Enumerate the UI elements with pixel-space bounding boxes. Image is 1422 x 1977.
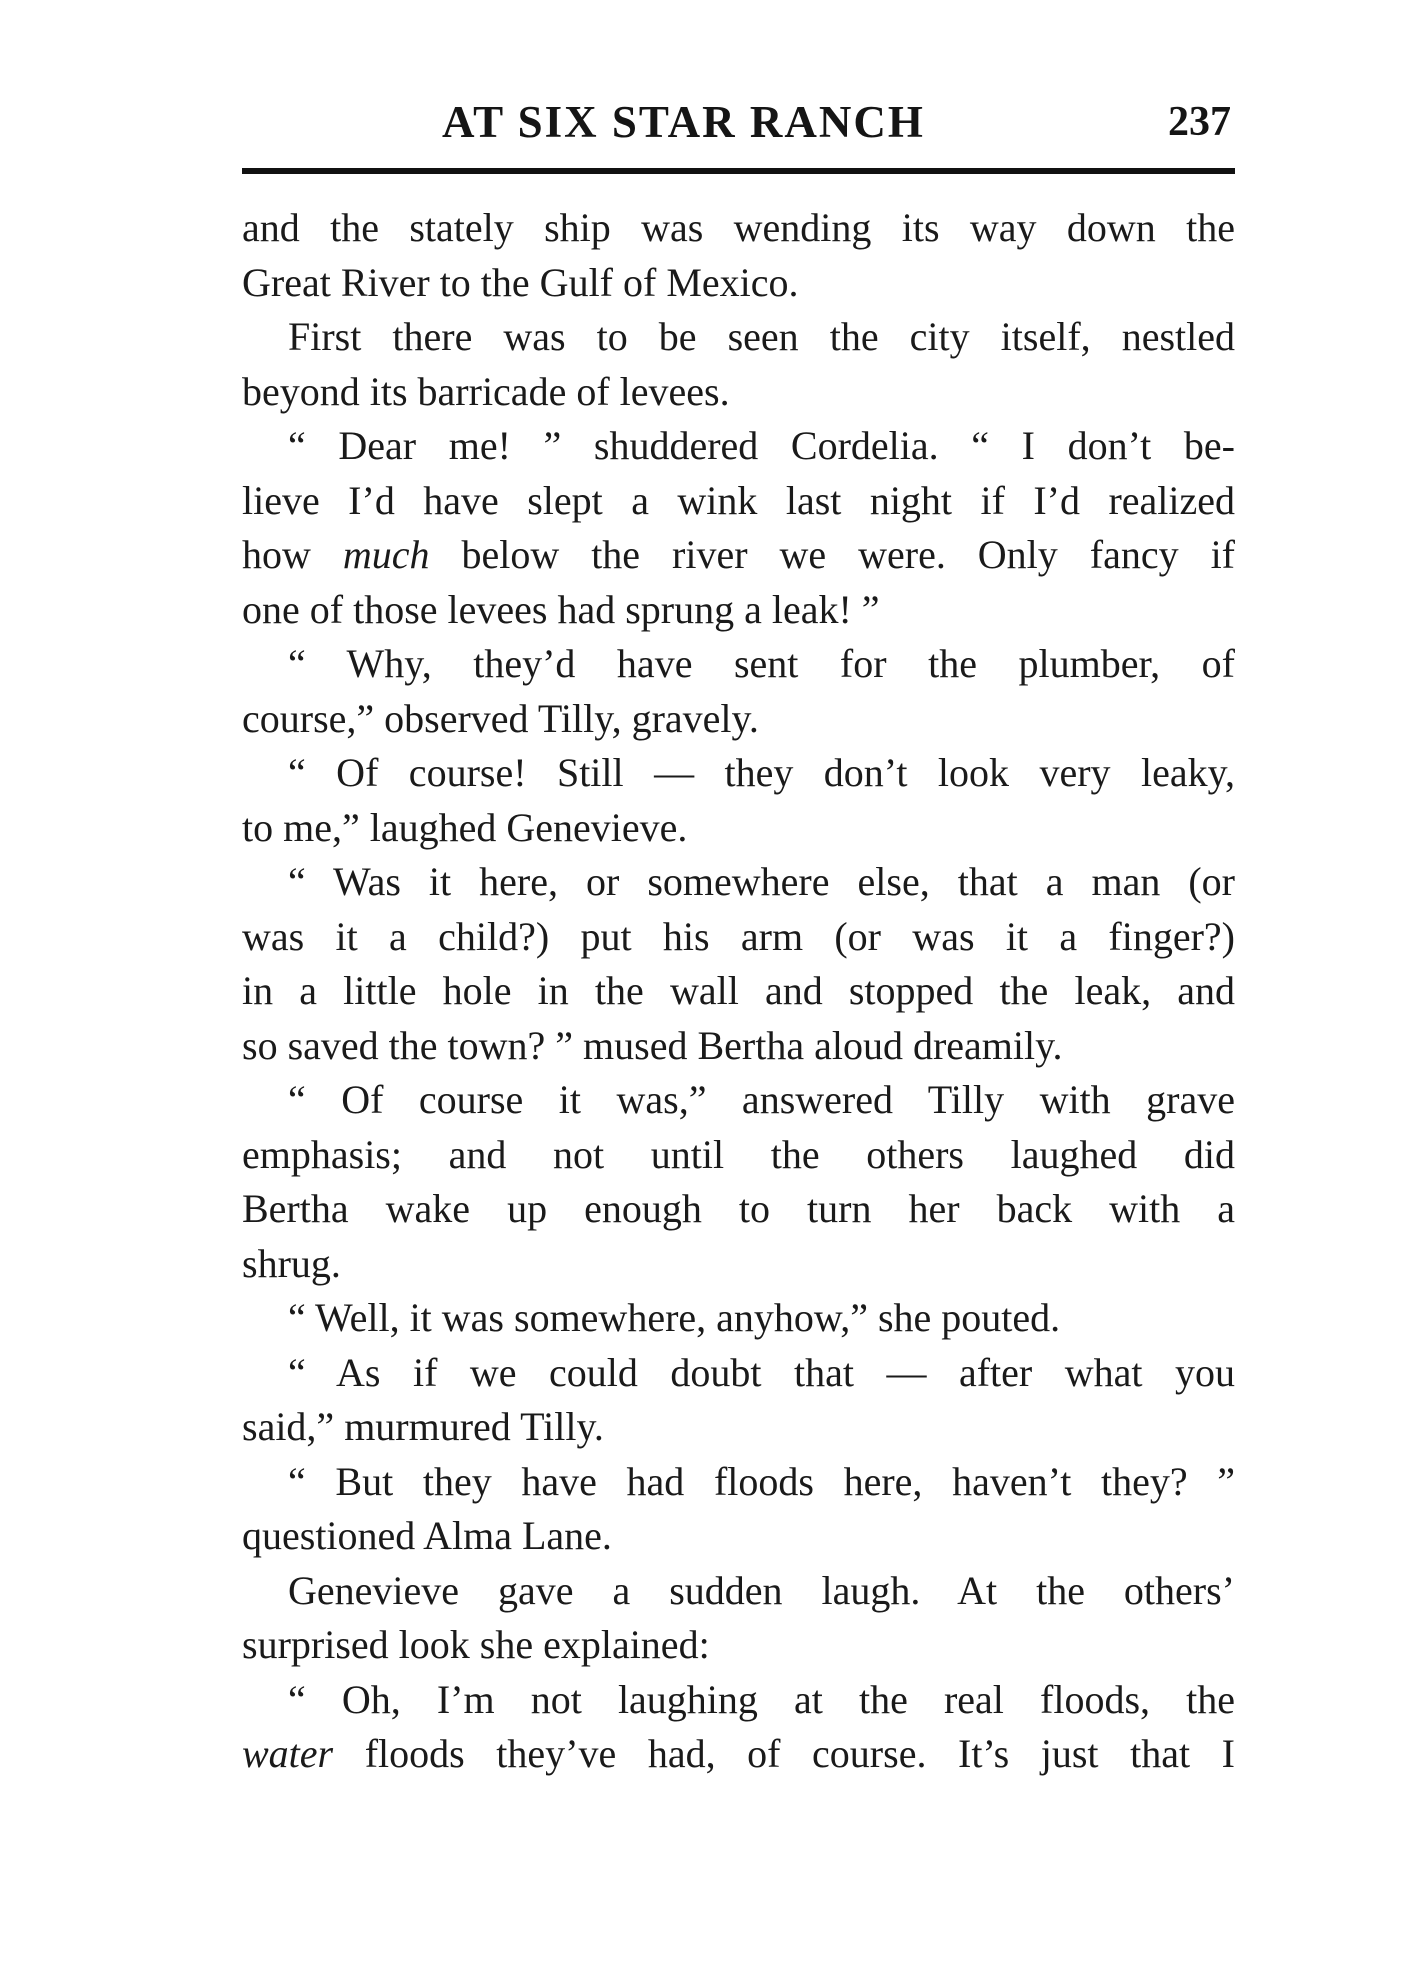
text-line: lieve I’d have slept a wink last night if I’d realized xyxy=(242,477,1235,523)
text-line xyxy=(242,1727,1235,1782)
text-line: “ Well, it was somewhere, anyhow,” she pouted. xyxy=(288,1295,1061,1340)
text-line: “ Why, they’d have sent for the plumber, of xyxy=(288,641,1235,686)
text-segment: how xyxy=(242,532,343,577)
text-line: “ As if we could doubt that — after what you xyxy=(288,1349,1235,1395)
italic-word: water xyxy=(242,1731,334,1776)
text-line: “ But they have had floods here, haven’t they? ” xyxy=(288,1458,1235,1504)
text-line: was it a child?) put his arm (or was it a finger?) xyxy=(242,913,1235,959)
text-line: Great River to the Gulf of Mexico. xyxy=(242,259,799,305)
header-rule xyxy=(242,168,1235,174)
text-segment: floods they’ve had, of course. It’s just that I xyxy=(333,1731,1235,1776)
text-line: to me,” laughed Genevieve. xyxy=(242,804,688,850)
text-line: and the stately ship was wending its way down the xyxy=(242,205,1235,250)
text-line: course,” observed Tilly, gravely. xyxy=(242,695,759,741)
text-line: “ Of course! Still — they don’t look very leaky, xyxy=(288,750,1235,795)
text-line: said,” murmured Tilly. xyxy=(242,1404,604,1449)
text-line: so saved the town? ” mused Bertha aloud dreamily. xyxy=(242,1022,1063,1068)
italic-word: much xyxy=(342,532,430,577)
text-line: “ Of course it was,” answered Tilly with grave xyxy=(288,1077,1235,1122)
text-line: beyond its barricade of levees. xyxy=(242,368,730,414)
text-line: “ Dear me! ” shuddered Cordelia. “ I don’t be- xyxy=(288,423,1235,468)
body-text xyxy=(242,201,1235,1782)
running-title: AT SIX STAR RANCH xyxy=(442,97,925,147)
page-header xyxy=(242,96,1235,152)
text-line: Bertha wake up enough to turn her back with a xyxy=(242,1186,1235,1231)
page-number: 237 xyxy=(1168,99,1231,145)
text-segment: below the river we were. Only fancy if xyxy=(429,532,1235,577)
text-line: one of those levees had sprung a leak! ” xyxy=(242,586,880,632)
book-page xyxy=(242,96,1235,1776)
text-line: Genevieve gave a sudden laugh. At the others’ xyxy=(288,1567,1235,1613)
text-line: First there was to be seen the city itself, nestled xyxy=(288,314,1235,359)
text-line: shrug. xyxy=(242,1240,341,1286)
text-line xyxy=(242,528,1235,583)
text-line: questioned Alma Lane. xyxy=(242,1513,612,1558)
text-line: “ Oh, I’m not laughing at the real floods, the xyxy=(288,1676,1235,1722)
text-line: surprised look she explained: xyxy=(242,1622,710,1667)
text-line: in a little hole in the wall and stopped the leak, and xyxy=(242,968,1235,1013)
text-line: “ Was it here, or somewhere else, that a man (or xyxy=(288,859,1235,904)
text-line: emphasis; and not until the others laughed did xyxy=(242,1131,1235,1177)
